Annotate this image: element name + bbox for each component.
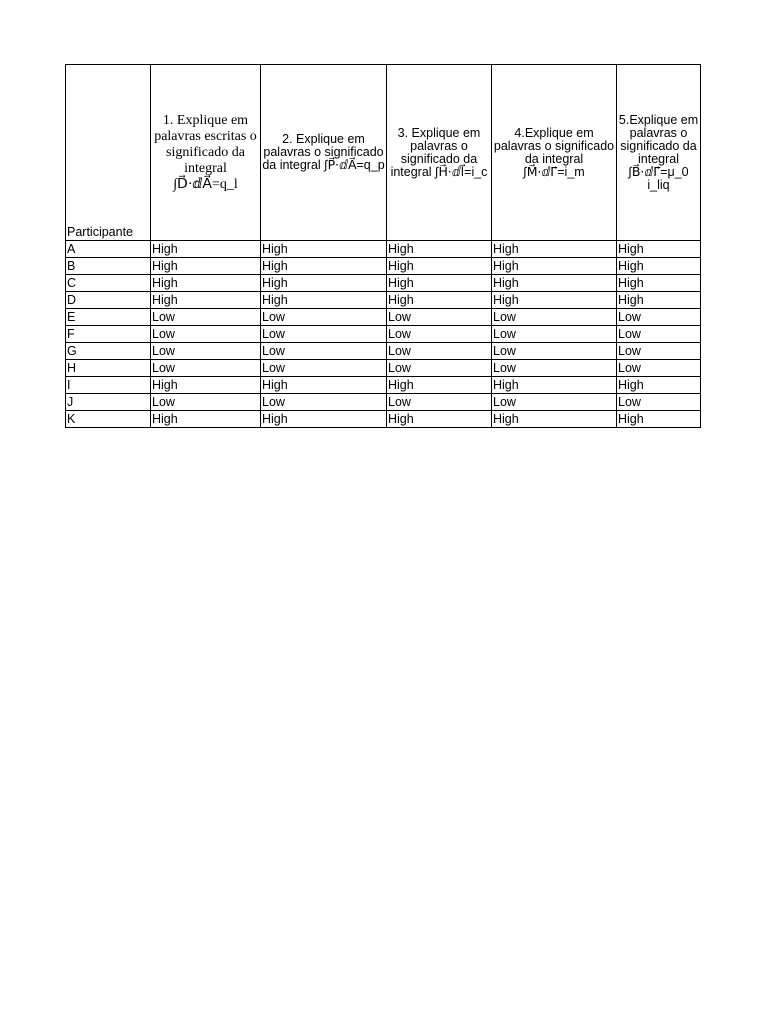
table-row bbox=[66, 360, 701, 377]
table-row bbox=[66, 394, 701, 411]
cell-q4: Low bbox=[492, 309, 617, 326]
cell-q1: High bbox=[151, 411, 261, 428]
cell-q4: High bbox=[492, 241, 617, 258]
cell-q3: Low bbox=[387, 394, 492, 411]
cell-q2: Low bbox=[261, 394, 387, 411]
cell-q5: Low bbox=[617, 343, 701, 360]
data-table bbox=[65, 64, 701, 428]
cell-q1: High bbox=[151, 275, 261, 292]
cell-q5: Low bbox=[617, 309, 701, 326]
cell-q3: High bbox=[387, 411, 492, 428]
cell-participant: G bbox=[66, 343, 151, 360]
cell-q4: High bbox=[492, 411, 617, 428]
cell-q4: Low bbox=[492, 326, 617, 343]
cell-q3: High bbox=[387, 292, 492, 309]
table-row bbox=[66, 258, 701, 275]
table-row bbox=[66, 292, 701, 309]
header-question-2: 2. Explique em palavras o significado da integral ∫P⃗⋅ⅆA⃗=q_p bbox=[261, 65, 387, 241]
cell-q5: High bbox=[617, 377, 701, 394]
cell-q5: Low bbox=[617, 394, 701, 411]
header-question-4: 4.Explique em palavras o significado da integral ∫M⃗⋅ⅆΓ⃗=i_m bbox=[492, 65, 617, 241]
table-row bbox=[66, 275, 701, 292]
cell-participant: B bbox=[66, 258, 151, 275]
cell-q2: High bbox=[261, 275, 387, 292]
cell-q1: Low bbox=[151, 360, 261, 377]
cell-participant: I bbox=[66, 377, 151, 394]
table-row bbox=[66, 377, 701, 394]
cell-q5: Low bbox=[617, 326, 701, 343]
cell-participant: F bbox=[66, 326, 151, 343]
cell-participant: D bbox=[66, 292, 151, 309]
cell-q1: Low bbox=[151, 309, 261, 326]
cell-q3: Low bbox=[387, 360, 492, 377]
cell-participant: H bbox=[66, 360, 151, 377]
cell-q1: High bbox=[151, 292, 261, 309]
cell-q5: High bbox=[617, 258, 701, 275]
cell-q2: Low bbox=[261, 309, 387, 326]
cell-q2: High bbox=[261, 258, 387, 275]
header-row bbox=[66, 65, 701, 241]
cell-q3: Low bbox=[387, 343, 492, 360]
table-row bbox=[66, 241, 701, 258]
cell-q3: High bbox=[387, 241, 492, 258]
table-row bbox=[66, 343, 701, 360]
cell-participant: E bbox=[66, 309, 151, 326]
cell-q4: High bbox=[492, 258, 617, 275]
cell-q4: High bbox=[492, 292, 617, 309]
table-header bbox=[66, 65, 701, 241]
header-participante: Participante bbox=[66, 65, 151, 241]
cell-q5: High bbox=[617, 411, 701, 428]
cell-q5: High bbox=[617, 292, 701, 309]
cell-participant: K bbox=[66, 411, 151, 428]
cell-q5: Low bbox=[617, 360, 701, 377]
cell-q1: High bbox=[151, 241, 261, 258]
cell-q1: High bbox=[151, 377, 261, 394]
cell-q1: Low bbox=[151, 326, 261, 343]
cell-q3: High bbox=[387, 258, 492, 275]
header-question-5: 5.Explique em palavras o significado da integral ∫B⃗⋅ⅆΓ⃗=μ_0 i_liq bbox=[617, 65, 701, 241]
cell-q3: High bbox=[387, 377, 492, 394]
cell-q3: Low bbox=[387, 309, 492, 326]
cell-q1: High bbox=[151, 258, 261, 275]
cell-q2: High bbox=[261, 292, 387, 309]
cell-q4: Low bbox=[492, 360, 617, 377]
cell-q3: High bbox=[387, 275, 492, 292]
table-row bbox=[66, 326, 701, 343]
cell-q2: High bbox=[261, 377, 387, 394]
cell-q5: High bbox=[617, 275, 701, 292]
cell-q2: Low bbox=[261, 326, 387, 343]
cell-q5: High bbox=[617, 241, 701, 258]
cell-participant: J bbox=[66, 394, 151, 411]
cell-q4: Low bbox=[492, 394, 617, 411]
cell-q4: High bbox=[492, 377, 617, 394]
header-question-3: 3. Explique em palavras o significado da integral ∫H⃗⋅ⅆl⃗=i_c bbox=[387, 65, 492, 241]
cell-q4: Low bbox=[492, 343, 617, 360]
table-body bbox=[66, 241, 701, 428]
cell-participant: A bbox=[66, 241, 151, 258]
cell-q1: Low bbox=[151, 394, 261, 411]
cell-q4: High bbox=[492, 275, 617, 292]
table-row bbox=[66, 411, 701, 428]
cell-q2: High bbox=[261, 411, 387, 428]
cell-q3: Low bbox=[387, 326, 492, 343]
cell-q1: Low bbox=[151, 343, 261, 360]
cell-q2: High bbox=[261, 241, 387, 258]
table-row bbox=[66, 309, 701, 326]
cell-q2: Low bbox=[261, 343, 387, 360]
header-question-1: 1. Explique em palavras escritas o significado da integral ∫D⃗⋅ⅆA⃗=q_l bbox=[151, 65, 261, 241]
cell-participant: C bbox=[66, 275, 151, 292]
cell-q2: Low bbox=[261, 360, 387, 377]
